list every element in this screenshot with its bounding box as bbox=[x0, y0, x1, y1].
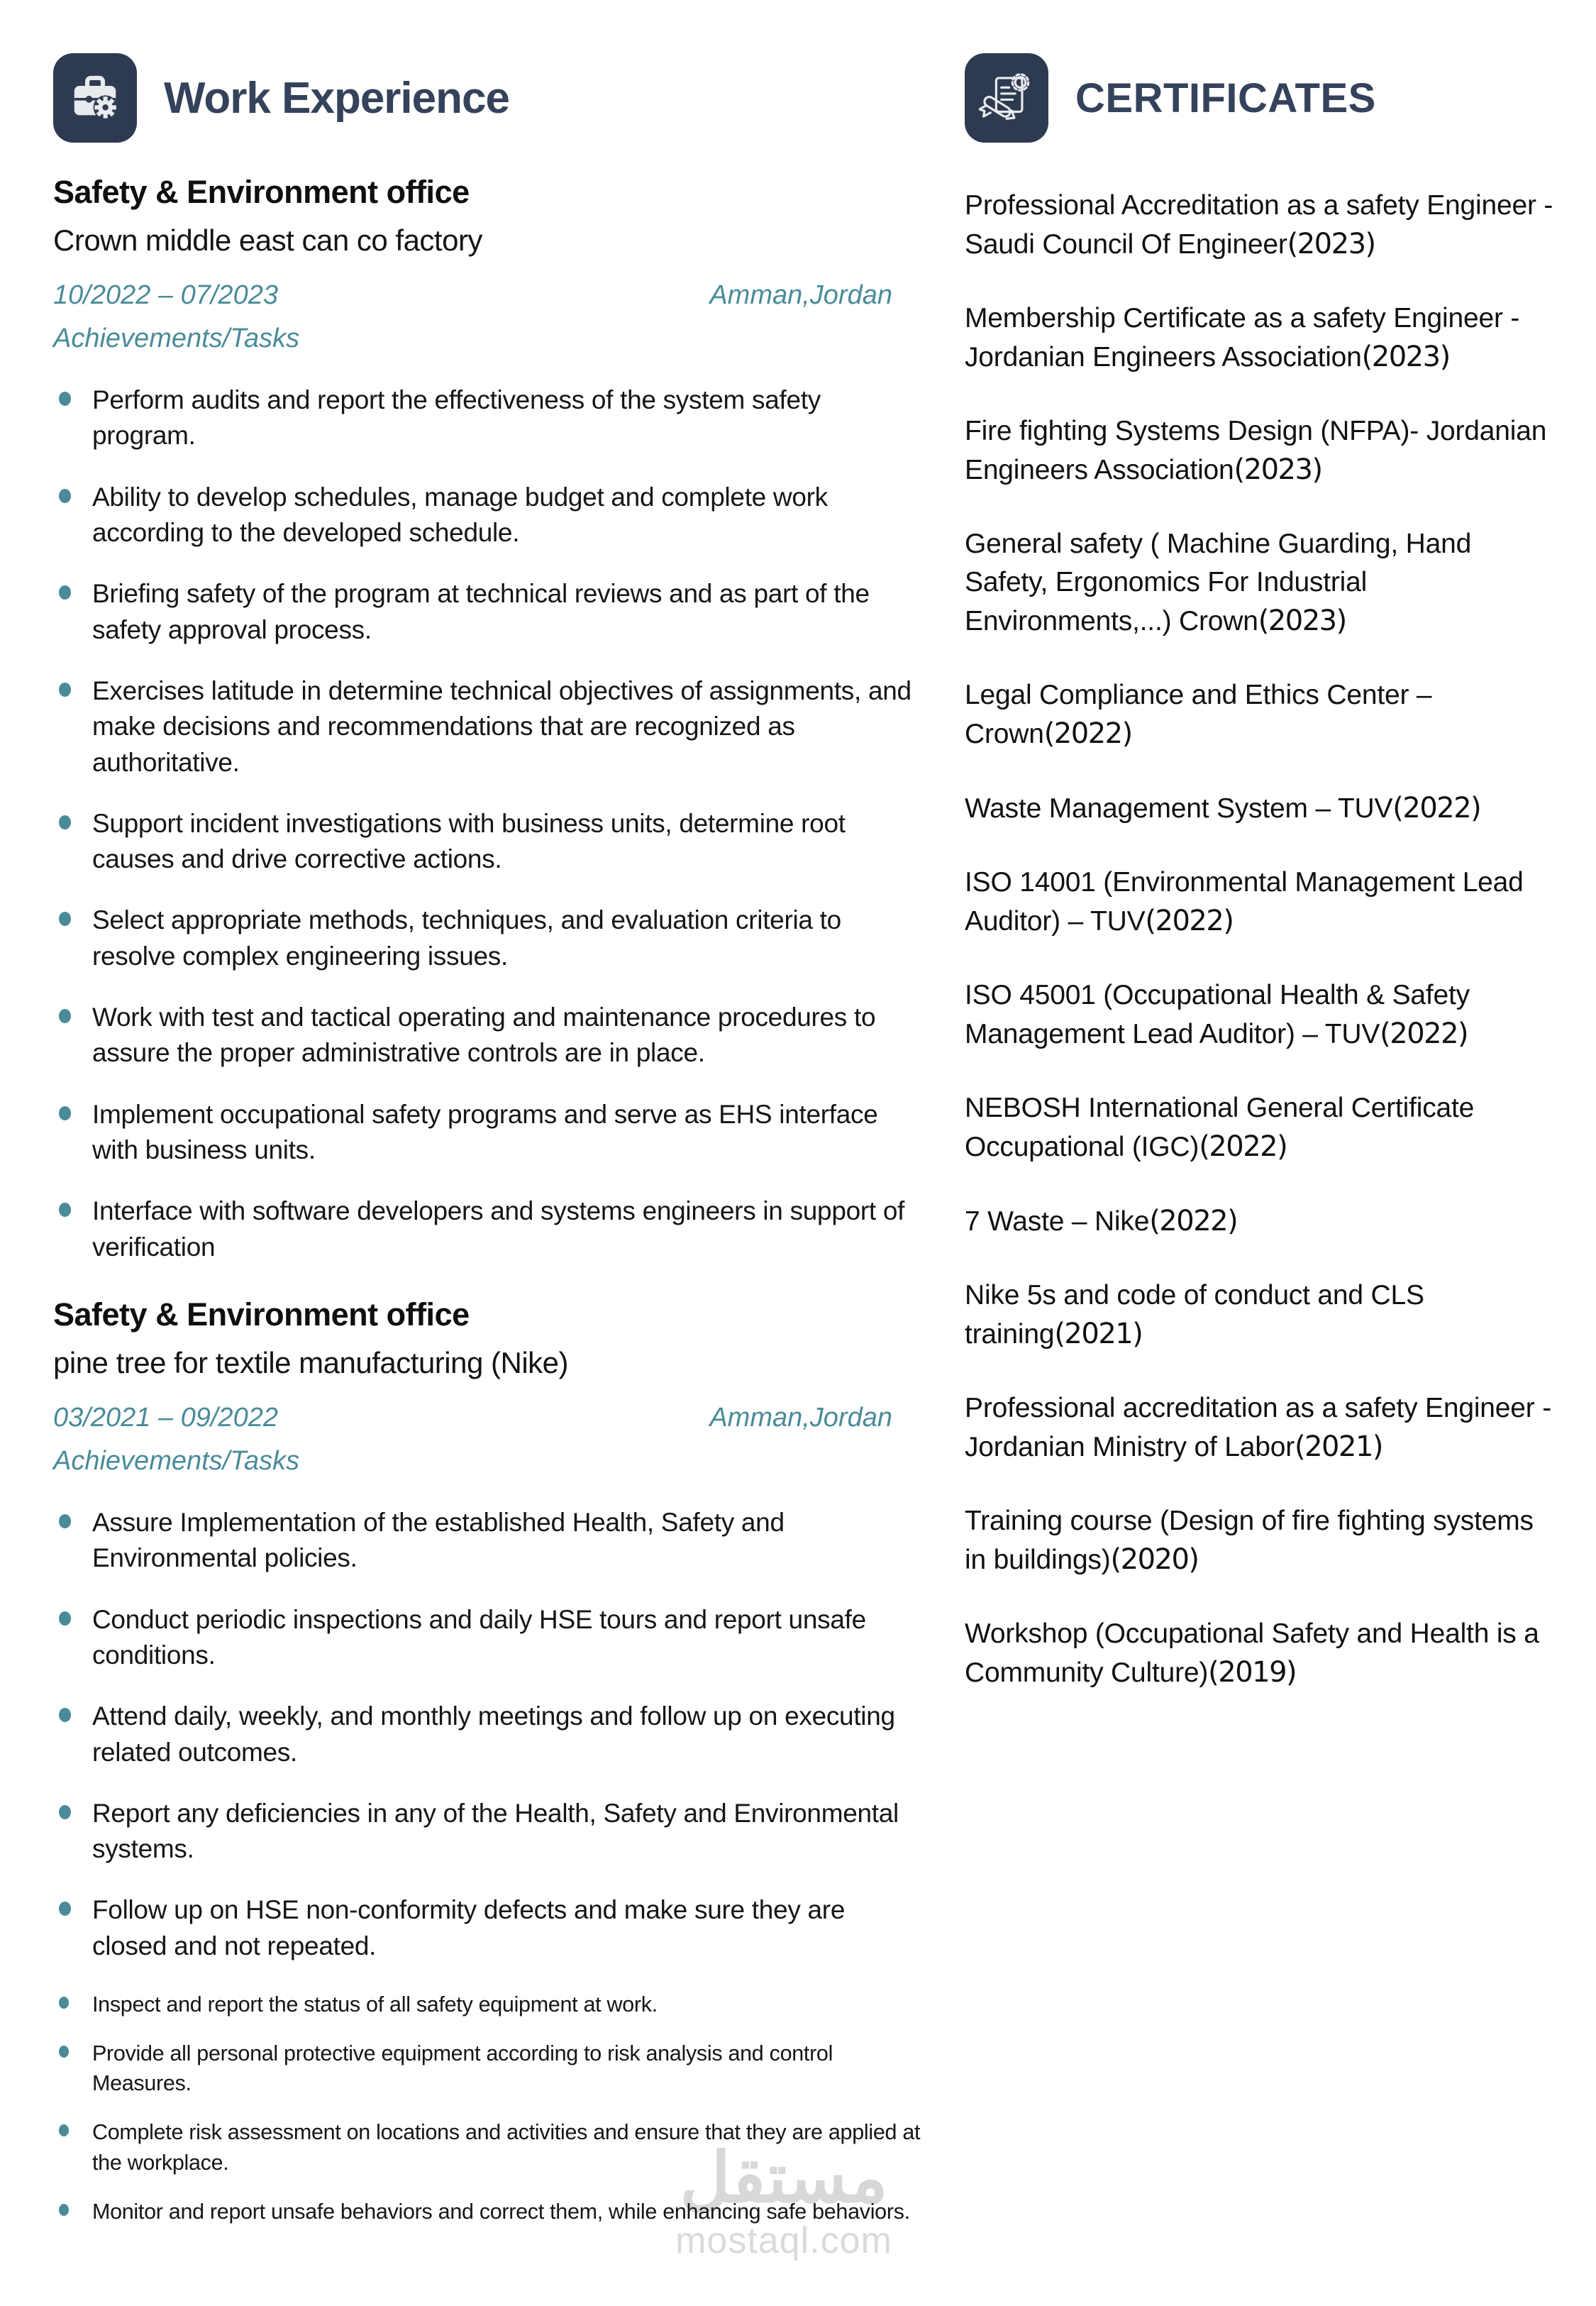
job-dates: 10/2022 – 07/2023 bbox=[53, 280, 278, 310]
task-text: Support incident investigations with business units, determine root causes and drive corrective actions. bbox=[92, 808, 846, 874]
certificate-year: (2022) bbox=[1380, 1017, 1468, 1050]
certificate-item bbox=[965, 525, 1557, 641]
task-bullet bbox=[53, 806, 922, 878]
task-text: Provide all personal protective equipment according to risk analysis and control Measures. bbox=[92, 2041, 833, 2096]
certificate-name: Professional accreditation as a safety Engineer - Jordanian Ministry of Labor bbox=[965, 1393, 1551, 1462]
bullet-dot-icon bbox=[59, 1805, 71, 1819]
task-text: Work with test and tactical operating and maintenance procedures to assure the proper administrative controls are in place. bbox=[92, 1003, 876, 1068]
certificate-year: (2019) bbox=[1208, 1656, 1297, 1689]
task-list bbox=[53, 382, 936, 1265]
bullet-dot-icon bbox=[59, 2124, 69, 2136]
task-text: Monitor and report unsafe behaviors and correct them, while enhancing safe behaviors. bbox=[92, 2199, 910, 2224]
certificate-item bbox=[965, 1615, 1557, 1692]
task-text: Briefing safety of the program at technical reviews and as part of the safety approval process. bbox=[92, 579, 870, 644]
certificate-year: (2023) bbox=[1361, 340, 1450, 373]
task-text: Assure Implementation of the established Health, Safety and Environmental policies. bbox=[92, 1507, 785, 1573]
task-bullet bbox=[53, 1193, 922, 1265]
task-text: Follow up on HSE non-conformity defects and make sure they are closed and not repeated. bbox=[92, 1895, 846, 1960]
job-meta-row bbox=[53, 1403, 936, 1433]
certificate-item bbox=[965, 1202, 1557, 1241]
certificate-item bbox=[965, 299, 1557, 377]
job-meta-row bbox=[53, 280, 936, 311]
certificate-name: ISO 14001 (Environmental Management Lead Auditor) – TUV bbox=[965, 867, 1524, 937]
task-bullet bbox=[53, 2197, 922, 2227]
work-experience-section bbox=[53, 53, 936, 2245]
certificate-name: Legal Compliance and Ethics Center – Crown bbox=[965, 679, 1432, 749]
certificate-year: (2022) bbox=[1149, 1205, 1238, 1237]
task-text: Exercises latitude in determine technical objectives of assignments, and make decisions and recommendations that are recognized as authoritative. bbox=[92, 675, 911, 777]
certificate-year: (2022) bbox=[1392, 791, 1481, 824]
task-text: Complete risk assessment on locations and activities and ensure that they are applied at the workplace. bbox=[92, 2120, 921, 2175]
task-bullet bbox=[53, 1699, 922, 1770]
certificate-item bbox=[965, 1502, 1557, 1579]
bullet-dot-icon bbox=[59, 1902, 71, 1916]
certificate-year: (2023) bbox=[1258, 604, 1346, 637]
task-text: Implement occupational safety programs and serve as EHS interface with business units. bbox=[92, 1099, 878, 1164]
certificate-name: Membership Certificate as a safety Engineer - Jordanian Engineers Association bbox=[965, 303, 1520, 373]
task-list bbox=[53, 1505, 936, 2227]
certificate-item bbox=[965, 1089, 1557, 1166]
bullet-dot-icon bbox=[59, 1997, 69, 2009]
certificates-section bbox=[965, 53, 1557, 2245]
job-location: Amman,Jordan bbox=[709, 1402, 892, 1433]
job-entry-2 bbox=[53, 1296, 936, 2227]
task-bullet bbox=[53, 2039, 922, 2099]
job-title: Safety & Environment office bbox=[53, 174, 470, 210]
job-title: Safety & Environment office bbox=[53, 1296, 470, 1333]
certificate-item bbox=[965, 976, 1557, 1054]
bullet-dot-icon bbox=[59, 1514, 71, 1528]
certificate-name: Waste Management System – TUV bbox=[965, 793, 1393, 824]
certificate-name: ISO 45001 (Occupational Health & Safety Management Lead Auditor) – TUV bbox=[965, 980, 1470, 1049]
task-bullet bbox=[53, 1505, 922, 1577]
job-company: Crown middle east can co factory bbox=[53, 224, 482, 257]
task-text: Select appropriate methods, techniques, and evaluation criteria to resolve complex engineering issues. bbox=[92, 905, 841, 971]
mostaql-domain: mostaql.com bbox=[675, 2220, 892, 2261]
work-experience-header bbox=[53, 53, 936, 143]
bullet-dot-icon bbox=[59, 392, 71, 406]
bullet-dot-icon bbox=[59, 1203, 71, 1217]
certificate-item bbox=[965, 789, 1557, 828]
certificate-year: (2022) bbox=[1145, 904, 1234, 937]
task-bullet bbox=[53, 576, 922, 648]
task-text: Report any deficiencies in any of the Health, Safety and Environmental systems. bbox=[92, 1798, 899, 1864]
certificate-name: 7 Waste – Nike bbox=[965, 1206, 1150, 1237]
job-dates: 03/2021 – 09/2022 bbox=[53, 1402, 278, 1433]
bullet-dot-icon bbox=[59, 489, 71, 503]
job-company: pine tree for textile manufacturing (Nike) bbox=[53, 1345, 568, 1379]
certificate-item bbox=[965, 412, 1557, 490]
bullet-dot-icon bbox=[59, 912, 71, 926]
certificate-year: (2023) bbox=[1234, 453, 1322, 486]
task-bullet bbox=[53, 382, 922, 454]
task-bullet bbox=[53, 673, 922, 780]
bullet-dot-icon bbox=[59, 815, 71, 829]
bullet-dot-icon bbox=[59, 585, 71, 600]
certificate-year: (2022) bbox=[1043, 717, 1132, 750]
certificate-item bbox=[965, 187, 1557, 264]
job-entry-1 bbox=[53, 174, 936, 1265]
task-text: Interface with software developers and systems engineers in support of verification bbox=[92, 1196, 905, 1262]
task-text: Attend daily, weekly, and monthly meetings and follow up on executing related outcomes. bbox=[92, 1701, 895, 1767]
certificates-title: CERTIFICATES bbox=[1075, 75, 1376, 121]
certificate-year: (2022) bbox=[1199, 1130, 1287, 1163]
certificate-name: Training course (Design of fire fighting systems in buildings) bbox=[965, 1506, 1534, 1575]
certificate-icon bbox=[965, 53, 1048, 143]
achievements-label: Achievements/Tasks bbox=[53, 1445, 300, 1476]
certificate-name: Professional Accreditation as a safety Engineer - Saudi Council Of Engineer bbox=[965, 190, 1553, 260]
bullet-dot-icon bbox=[59, 2046, 69, 2058]
bullet-dot-icon bbox=[59, 1009, 71, 1023]
bullet-dot-icon bbox=[59, 1708, 71, 1722]
mostaql-logo: مستقل bbox=[680, 2139, 888, 2217]
certificate-item bbox=[965, 864, 1557, 941]
task-bullet bbox=[53, 1602, 922, 1674]
certificate-item bbox=[965, 1389, 1557, 1467]
certificate-name: Nike 5s and code of conduct and CLS training bbox=[965, 1280, 1424, 1350]
certificate-year: (2021) bbox=[1054, 1318, 1143, 1350]
task-bullet bbox=[53, 1097, 922, 1169]
task-bullet bbox=[53, 480, 922, 551]
task-bullet bbox=[53, 1892, 922, 1964]
certificate-list bbox=[965, 187, 1557, 1692]
certificate-year: (2021) bbox=[1295, 1430, 1383, 1463]
certificate-name: Fire fighting Systems Design (NFPA)- Jordanian Engineers Association bbox=[965, 416, 1547, 485]
task-text: Conduct periodic inspections and daily HSE tours and report unsafe conditions. bbox=[92, 1604, 866, 1670]
task-text: Inspect and report the status of all safety equipment at work. bbox=[92, 1992, 658, 2017]
task-bullet bbox=[53, 1990, 922, 2020]
task-bullet bbox=[53, 903, 922, 974]
job-location: Amman,Jordan bbox=[709, 280, 892, 310]
certificates-header bbox=[965, 53, 1557, 143]
certificate-name: NEBOSH International General Certificate Occupational (IGC) bbox=[965, 1093, 1475, 1162]
certificate-item bbox=[965, 676, 1557, 754]
task-bullet bbox=[53, 2117, 922, 2178]
certificate-name: Workshop (Occupational Safety and Health is a Community Culture) bbox=[965, 1618, 1539, 1688]
certificate-item bbox=[965, 1276, 1557, 1354]
briefcase-gear-icon bbox=[53, 53, 137, 143]
bullet-dot-icon bbox=[59, 683, 71, 697]
certificate-year: (2023) bbox=[1287, 227, 1375, 260]
work-experience-title: Work Experience bbox=[164, 73, 509, 123]
bullet-dot-icon bbox=[59, 1106, 71, 1120]
task-text: Perform audits and report the effectiveness of the system safety program. bbox=[92, 385, 821, 451]
achievements-label: Achievements/Tasks bbox=[53, 324, 300, 353]
task-text: Ability to develop schedules, manage budget and complete work according to the developed schedule. bbox=[92, 482, 828, 547]
certificate-year: (2020) bbox=[1110, 1543, 1199, 1576]
task-bullet bbox=[53, 1796, 922, 1868]
bullet-dot-icon bbox=[59, 2204, 69, 2216]
bullet-dot-icon bbox=[59, 1611, 71, 1626]
task-bullet bbox=[53, 1000, 922, 1071]
certificate-name: General safety ( Machine Guarding, Hand Safety, Ergonomics For Industrial Environments,...) Crown bbox=[965, 529, 1472, 636]
